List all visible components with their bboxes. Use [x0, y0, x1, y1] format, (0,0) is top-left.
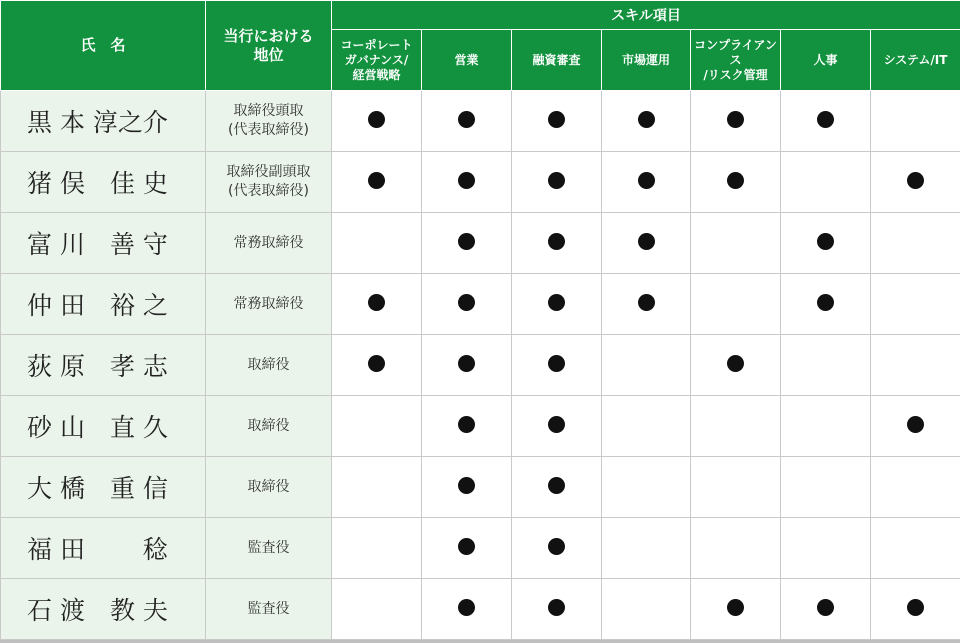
table-row — [1, 457, 960, 518]
skill-cell — [512, 457, 602, 518]
name-column-header: 氏 名 — [1, 1, 206, 91]
skill-cell — [602, 518, 691, 579]
skill-dot-icon — [548, 233, 565, 250]
skill-cell — [422, 91, 512, 152]
skill-cell — [871, 152, 960, 213]
skill-cell — [781, 274, 871, 335]
skill-cell — [781, 457, 871, 518]
director-name: 富 川 善 守 — [1, 213, 206, 274]
skill-cell — [781, 213, 871, 274]
table-row — [1, 91, 960, 152]
skill-dot-icon — [548, 111, 565, 128]
skill-cell — [602, 396, 691, 457]
skill-cell — [871, 213, 960, 274]
table-row — [1, 518, 960, 579]
skill-dot-icon — [817, 294, 834, 311]
skill-dot-icon — [727, 599, 744, 616]
skill-cell — [871, 274, 960, 335]
matrix-body — [1, 91, 960, 640]
director-name: 黒 本 淳之介 — [1, 91, 206, 152]
skill-dot-icon — [548, 416, 565, 433]
skill-cell — [781, 396, 871, 457]
skill-cell — [332, 396, 422, 457]
skill-cell — [422, 579, 512, 640]
skill-dot-icon — [458, 599, 475, 616]
skill-header-2: 融資審査 — [512, 30, 602, 91]
table-row — [1, 579, 960, 640]
skill-cell — [332, 457, 422, 518]
skill-dot-icon — [368, 172, 385, 189]
skill-cell — [691, 91, 781, 152]
skill-cell — [871, 579, 960, 640]
skill-header-0: コーポレート ガバナンス/ 経営戦略 — [332, 30, 422, 91]
skill-cell — [691, 274, 781, 335]
skill-dot-icon — [548, 172, 565, 189]
table-row — [1, 152, 960, 213]
position-column-header — [206, 1, 332, 91]
skill-dot-icon — [638, 172, 655, 189]
skill-cell — [602, 152, 691, 213]
director-position: 取締役頭取 (代表取締役) — [206, 91, 332, 152]
director-position: 取締役 — [206, 457, 332, 518]
skill-cell — [512, 213, 602, 274]
skill-dot-icon — [458, 294, 475, 311]
skill-dot-icon — [638, 294, 655, 311]
table-row — [1, 396, 960, 457]
skill-cell — [602, 457, 691, 518]
skill-cell — [871, 457, 960, 518]
skill-dot-icon — [458, 111, 475, 128]
skill-dot-icon — [817, 233, 834, 250]
skill-cell — [422, 152, 512, 213]
skill-cell — [691, 457, 781, 518]
director-name: 石 渡 教 夫 — [1, 579, 206, 640]
skill-cell — [871, 396, 960, 457]
table-header — [1, 1, 960, 91]
skill-header-4: コンプライアンス /リスク管理 — [691, 30, 781, 91]
skill-dot-icon — [368, 294, 385, 311]
skill-cell — [602, 91, 691, 152]
skill-dot-icon — [638, 111, 655, 128]
skill-cell — [422, 518, 512, 579]
skill-dot-icon — [458, 355, 475, 372]
skill-cell — [691, 396, 781, 457]
skill-cell — [691, 335, 781, 396]
skill-cell — [332, 152, 422, 213]
skill-cell — [332, 579, 422, 640]
skill-dot-icon — [458, 172, 475, 189]
skill-cell — [422, 335, 512, 396]
skill-cell — [691, 518, 781, 579]
table-row — [1, 335, 960, 396]
skill-dot-icon — [727, 111, 744, 128]
skill-cell — [422, 213, 512, 274]
director-name: 仲 田 裕 之 — [1, 274, 206, 335]
skill-cell — [512, 396, 602, 457]
skill-dot-icon — [548, 599, 565, 616]
skill-header-3: 市場運用 — [602, 30, 691, 91]
skill-dot-icon — [458, 233, 475, 250]
director-position: 常務取締役 — [206, 274, 332, 335]
director-name: 砂 山 直 久 — [1, 396, 206, 457]
skill-cell — [332, 518, 422, 579]
skill-cell — [512, 518, 602, 579]
skill-cell — [332, 335, 422, 396]
skill-cell — [602, 579, 691, 640]
director-position: 監査役 — [206, 518, 332, 579]
director-name: 荻 原 孝 志 — [1, 335, 206, 396]
skill-cell — [512, 274, 602, 335]
table-row — [1, 213, 960, 274]
skill-cell — [871, 335, 960, 396]
skill-dot-icon — [817, 111, 834, 128]
skill-header-1: 営業 — [422, 30, 512, 91]
skill-cell — [332, 213, 422, 274]
skill-cell — [512, 579, 602, 640]
skill-cell — [602, 335, 691, 396]
director-position: 取締役 — [206, 396, 332, 457]
director-position: 取締役副頭取 (代表取締役) — [206, 152, 332, 213]
skill-dot-icon — [368, 355, 385, 372]
skill-dot-icon — [638, 233, 655, 250]
skill-cell — [512, 91, 602, 152]
skill-dot-icon — [458, 538, 475, 555]
position-header-text: 当行における 地位 — [223, 26, 314, 64]
director-name: 福 田 稔 — [1, 518, 206, 579]
skill-dot-icon — [548, 355, 565, 372]
skill-dot-icon — [548, 477, 565, 494]
skill-cell — [422, 396, 512, 457]
skill-header-5: 人事 — [781, 30, 871, 91]
skill-dot-icon — [458, 416, 475, 433]
director-name: 猪 俣 佳 史 — [1, 152, 206, 213]
skill-cell — [871, 91, 960, 152]
skill-cell — [691, 579, 781, 640]
skill-cell — [781, 579, 871, 640]
skill-cell — [512, 152, 602, 213]
skill-cell — [871, 518, 960, 579]
skill-cell — [602, 274, 691, 335]
skill-cell — [691, 213, 781, 274]
skill-cell — [422, 274, 512, 335]
table-row — [1, 274, 960, 335]
skill-dot-icon — [548, 294, 565, 311]
skill-dot-icon — [817, 599, 834, 616]
skill-header-6: システム/IT — [871, 30, 960, 91]
skill-cell — [602, 213, 691, 274]
director-position: 取締役 — [206, 335, 332, 396]
skill-cell — [781, 335, 871, 396]
skill-cell — [332, 274, 422, 335]
skill-dot-icon — [368, 111, 385, 128]
skill-cell — [422, 457, 512, 518]
skill-dot-icon — [907, 416, 924, 433]
skill-dot-icon — [458, 477, 475, 494]
skill-dot-icon — [548, 538, 565, 555]
skill-cell — [781, 91, 871, 152]
skill-cell — [781, 152, 871, 213]
skill-cell — [691, 152, 781, 213]
skill-dot-icon — [907, 599, 924, 616]
skill-dot-icon — [907, 172, 924, 189]
director-position: 常務取締役 — [206, 213, 332, 274]
skill-cell — [332, 91, 422, 152]
director-position: 監査役 — [206, 579, 332, 640]
skill-dot-icon — [727, 355, 744, 372]
director-name: 大 橋 重 信 — [1, 457, 206, 518]
skills-group-header: スキル項目 — [332, 1, 960, 30]
skill-cell — [781, 518, 871, 579]
skill-dot-icon — [727, 172, 744, 189]
skill-cell — [512, 335, 602, 396]
